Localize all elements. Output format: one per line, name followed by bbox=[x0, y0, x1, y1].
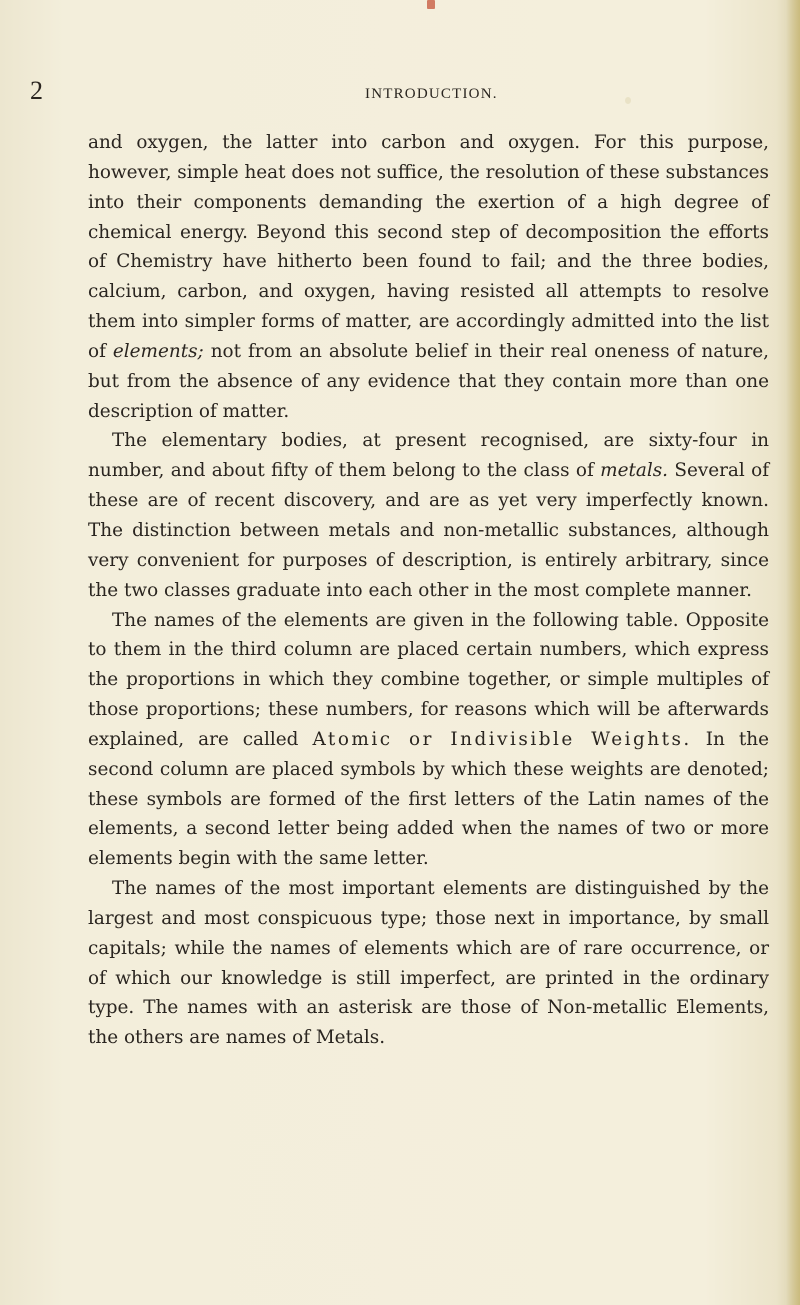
paragraph-2-text-a: The elementary bodies, at present recognised, are sixty-four in number, and about fifty of them belong to the class of bbox=[88, 430, 769, 482]
running-title: INTRODUCTION. bbox=[365, 86, 498, 102]
page-edge-shadow bbox=[786, 0, 800, 1305]
page-number: 2 bbox=[30, 76, 43, 105]
paragraph-4-text: The names of the most important elements are distinguished by the largest and most conspicuous type; those next in importance, by small capitals; while the names of elements which are of rare occurrence, or of which our knowledge is still imperfect, are printed in the ordinary type. The names with an asterisk are those of Non-metallic Elements, the others are names of Metals. bbox=[88, 878, 769, 1049]
paragraph-1 bbox=[88, 128, 769, 426]
term-elements: elements; bbox=[112, 340, 204, 362]
paragraph-2 bbox=[88, 426, 769, 605]
paragraph-3-text-a: The names of the elements are given in the following table. Opposite to them in the third column are placed certain numbers, which express the proportions in which they combine together, or simple multiples of those proportions; these numbers, for reasons which will be afterwards explained, are called bbox=[88, 609, 769, 750]
paragraph-1-text-a: and oxygen, the latter into carbon and oxygen. For this purpose, however, simple heat does not suffice, the resolution of these substances into their components demanding the exertion of a high degree of chemical energy. Beyond this second step of decomposition the efforts of Chemistry have hitherto been found to fail; and the three bodies, calcium, carbon, and oxygen, having resisted all attempts to resolve them into simpler forms of matter, are accordingly admitted into the list of bbox=[88, 132, 769, 362]
paragraph-4 bbox=[88, 874, 769, 1053]
paragraph-3 bbox=[88, 606, 769, 875]
red-speck bbox=[427, 0, 435, 9]
term-metals: metals. bbox=[600, 460, 668, 482]
paragraph-2-text-b: Several of these are of recent discovery, and are as yet very imperfectly known. The distinction between metals and non-metallic substances, although very convenient for purposes of description, is entirely arbitrary, since the two classes graduate into each other in the most complete manner. bbox=[88, 460, 770, 601]
body-text bbox=[88, 128, 769, 1053]
paragraph-3-text-b: In the second column are placed symbols by which these weights are denoted; these symbols are formed of the first letters of the Latin names of the elements, a second letter being added when the names of two or more elements begin with the same letter. bbox=[88, 728, 770, 870]
paragraph-1-text-b: not from an absolute belief in their real oneness of nature, but from the absence of any evidence that they contain more than one description of matter. bbox=[88, 340, 769, 422]
page-header bbox=[0, 76, 800, 110]
term-atomic-weights: Atomic or Indivisible Weights. bbox=[312, 728, 692, 750]
